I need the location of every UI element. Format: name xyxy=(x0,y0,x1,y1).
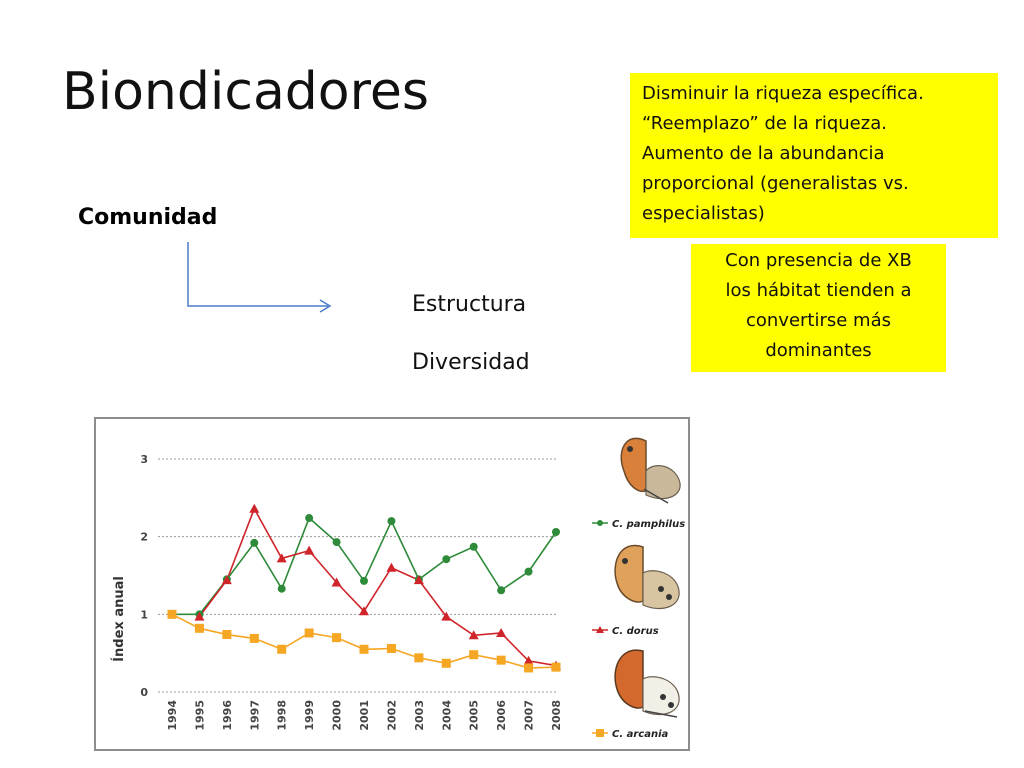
legend-arcania xyxy=(592,729,669,740)
y-tick-label: 2 xyxy=(140,530,148,544)
note-line: Aumento de la abundancia xyxy=(642,143,885,164)
note-box-xb xyxy=(691,244,946,372)
legend-dorus xyxy=(592,626,659,637)
data-point xyxy=(305,514,313,522)
data-point xyxy=(168,610,177,619)
data-point xyxy=(304,546,314,555)
data-point xyxy=(278,585,286,593)
x-tick-label: 1995 xyxy=(193,700,207,731)
comunidad-label: Comunidad xyxy=(78,205,218,230)
data-point xyxy=(525,568,533,576)
data-point xyxy=(552,663,561,672)
data-point xyxy=(524,663,533,672)
butterfly-pamphilus-icon xyxy=(621,438,680,503)
butterfly-dorus-icon xyxy=(615,546,679,609)
note-line: proporcional (generalistas vs. xyxy=(642,173,909,194)
y-tick-label: 1 xyxy=(140,608,148,622)
data-point xyxy=(386,563,396,572)
data-point xyxy=(277,645,286,654)
diversidad-label: Diversidad xyxy=(412,350,530,375)
x-tick-label: 2003 xyxy=(412,700,426,731)
data-point xyxy=(333,538,341,546)
note-line: “Reemplazo” de la riqueza. xyxy=(642,113,887,134)
legend-label-dorus: C. dorus xyxy=(612,626,659,637)
x-tick-label: 2004 xyxy=(440,700,454,731)
x-tick-label: 2008 xyxy=(550,700,563,731)
x-tick-label: 1999 xyxy=(303,700,317,731)
note-line: dominantes xyxy=(765,340,872,361)
data-point xyxy=(414,653,423,662)
data-point xyxy=(469,650,478,659)
legend-pamphilus xyxy=(592,519,685,530)
butterfly-index-chart xyxy=(94,417,690,751)
data-point xyxy=(552,528,560,536)
y-axis-label: Índex anual xyxy=(112,576,127,662)
data-point xyxy=(387,517,395,525)
estructura-label: Estructura xyxy=(412,292,527,317)
y-tick-label: 0 xyxy=(140,686,148,699)
note-line: Disminuir la riqueza específica. xyxy=(642,83,924,104)
data-point xyxy=(442,659,451,668)
x-tick-label: 1997 xyxy=(248,700,262,731)
elbow-arrow-connector xyxy=(180,240,340,315)
data-point xyxy=(222,630,231,639)
data-point xyxy=(360,577,368,585)
x-tick-label: 2005 xyxy=(467,700,481,731)
slide-title: Biondicadores xyxy=(62,62,429,122)
data-point xyxy=(360,645,369,654)
data-point xyxy=(195,624,204,633)
data-point xyxy=(332,633,341,642)
legend-label-arcania: C. arcania xyxy=(612,729,669,740)
note-line: los hábitat tienden a xyxy=(725,280,912,301)
note-line: convertirse más xyxy=(745,310,892,331)
data-point xyxy=(497,656,506,665)
x-tick-label: 2007 xyxy=(522,700,536,731)
note-line: especialistas) xyxy=(642,203,765,224)
data-point xyxy=(470,543,478,551)
data-point xyxy=(250,634,259,643)
x-tick-label: 2006 xyxy=(495,700,509,731)
data-point xyxy=(250,539,258,547)
legend-label-pamphilus: C. pamphilus xyxy=(612,519,686,530)
data-point xyxy=(497,586,505,594)
x-tick-label: 2002 xyxy=(385,700,399,731)
x-tick-label: 2001 xyxy=(358,700,371,731)
x-tick-label: 1998 xyxy=(275,700,289,731)
data-point xyxy=(442,555,450,563)
y-tick-label: 3 xyxy=(140,453,148,466)
x-tick-label: 1996 xyxy=(220,700,234,731)
x-tick-label: 1994 xyxy=(166,700,179,731)
x-tick-label: 2000 xyxy=(330,700,344,731)
line-chart-svg xyxy=(96,419,688,749)
data-point xyxy=(305,628,314,637)
data-point xyxy=(387,644,396,653)
butterfly-arcania-icon xyxy=(615,650,679,717)
series-line-0 xyxy=(172,518,556,614)
note-line: Con presencia de XB xyxy=(725,250,912,271)
note-box-riqueza xyxy=(630,73,998,238)
data-point xyxy=(249,504,259,513)
